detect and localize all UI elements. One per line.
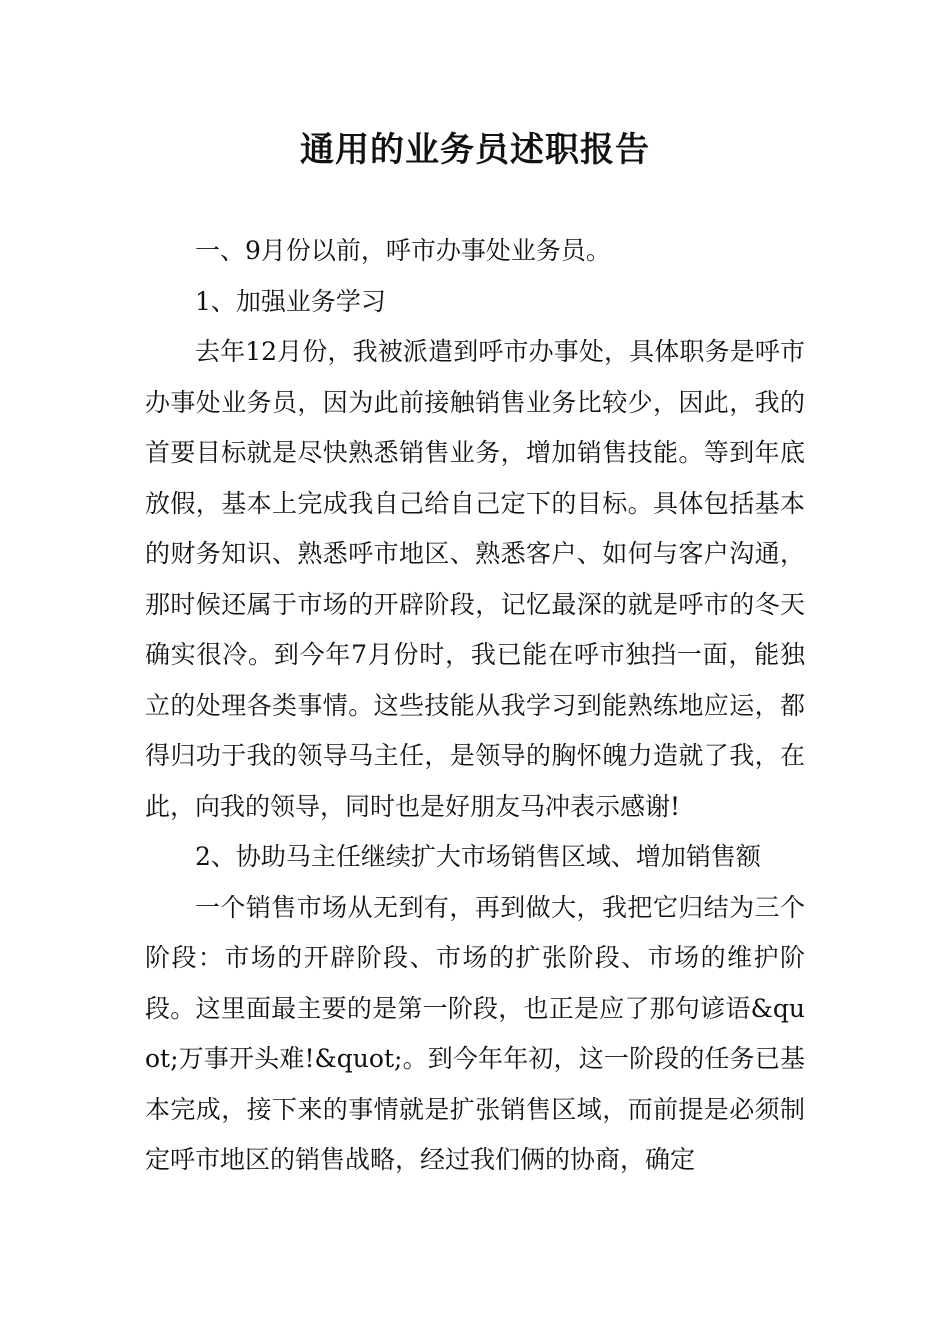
subsection-heading: 2、协助马主任继续扩大市场销售区域、增加销售额 xyxy=(195,842,761,871)
body-paragraph: 去年12月份，我被派遣到呼市办事处，具体职务是呼市办事处业务员，因为此前接触销售业务比较少，因此，我的首要目标就是尽快熟悉销售业务，增加销售技能。等到年底放假，基本上完成我自己给自己定下的目标。具体包括基本的财务知识、熟悉呼市地区、熟悉客户、如何与客户沟通，那时候还属于市场的开辟阶段，记忆最深的就是呼市的冬天确实很冷。到今年7月份时，我已能在呼市独挡一面，能独立的处理各类事情。这些技能从我学习到能熟练地应运，都得归功于我的领导马主任，是领导的胸怀魄力造就了我，在此，向我的领导，同时也是好朋友马冲表示感谢! xyxy=(145,337,805,821)
subsection-heading: 1、加强业务学习 xyxy=(195,286,386,316)
body-paragraph: 一个销售市场从无到有，再到做大，我把它归结为三个阶段：市场的开辟阶段、市场的扩张阶段、市场的维护阶段。这里面最主要的是第一阶段，也正是应了那句谚语&quot;万事开头难!&quot;。到今年年初，这一阶段的任务已基本完成，接下来的事情就是扩张销售区域，而前提是必须制定呼市地区的销售战略，经过我们俩的协商，确定 xyxy=(145,892,805,1174)
section-heading: 一、9月份以前，呼市办事处业务员。 xyxy=(195,236,611,265)
document-body xyxy=(145,226,805,1186)
document-title: 通用的业务员述职报告 xyxy=(300,130,650,170)
